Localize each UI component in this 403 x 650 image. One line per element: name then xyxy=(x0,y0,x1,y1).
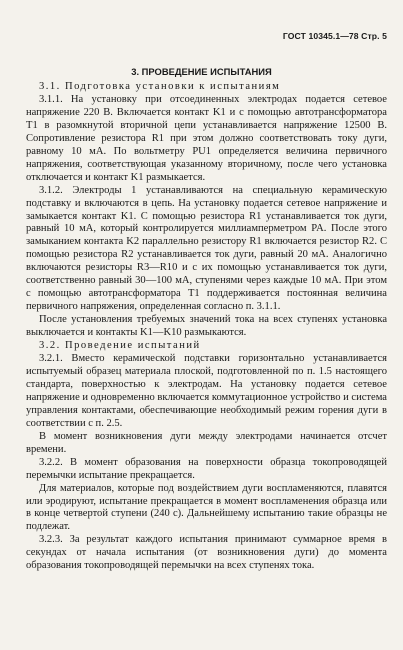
paragraph-time-start: В момент возникновения дуги между электродами начинается отсчет времени. xyxy=(26,430,387,455)
paragraph-3-2-3: 3.2.3. За результат каждого испытания принимают суммарное время в секундах от начала испытания (от возникновения дуги) до момента образования токопроводящей перемычки на всех ступенях тока. xyxy=(26,534,387,572)
paragraph-flammable-materials: Для материалов, которые под воздействием дуги воспламеняются, плавятся или эродируют, испытание прекращается в момент воспламенения образца или в конце четвертой ступени (240 с). Дальнейшему испытанию такие образцы не подлежат. xyxy=(26,482,387,533)
paragraph-3-2-2: 3.2.2. В момент образования на поверхности образца токопроводящей перемычки испытание прекращается. xyxy=(26,456,387,481)
paragraph-3-2-1: 3.2.1. Вместо керамической подставки горизонтально устанавливается испытуемый образец материала плоской, подготовленной по п. 1.5 настоящего стандарта, поверхностью к электродам. На установку подается сетевое напряжение и одновременно включается коммутационное устройство и система управления контактами, обеспечивающие необходимый режим горения дуги в соответствии с п. 2.5. xyxy=(26,353,387,429)
paragraph-3-1-1: 3.1.1. На установку при отсоединенных электродах подается сетевое напряжение 220 В. Включается контакт K1 и с помощью автотрансформатора T1 в разомкнутой вторичной цепи устанавливается напряжение 12500 В. Сопротивление резистора R1 при этом должно соответствовать току дуги, равному 10 мА. По вольтметру PU1 определяется величина первичного напряжения, соответствующая указанному вторичному, после чего установка отключается и контакт K1 размыкается. xyxy=(26,93,387,183)
paragraph-after-setup: После установления требуемых значений тока на всех ступенях установка выключается и контакты K1—K10 размыкаются. xyxy=(26,314,387,339)
paragraph-3-1-2: 3.1.2. Электроды 1 устанавливаются на специальную керамическую подставку и включаются в цепь. На установку подается сетевое напряжение и замыкается контакт K1. С помощью резистора R1 устанавливается ток дуги, равный 10 мА, который контролируется миллиамперметром PA. После этого замыканием контакта K2 параллельно резистору R1 включается резистор R2. С помощью резистора R2 устанавливается ток дуги, равный 20 мА. Аналогично включаются резисторы R3—R10 и с их помощью устанавливается ток дуги, соответственно равный 30—100 мА, ступенями через каждые 10 мА. При этом с помощью автотрансформатора T1 поддерживается постоянная величина первичного напряжения, определенная согласно п. 3.1.1. xyxy=(26,184,387,313)
subsection-heading-3-2: 3.2. Проведение испытаний xyxy=(39,340,201,352)
page-header: ГОСТ 10345.1—78 Стр. 5 xyxy=(282,31,387,41)
section-title: 3. ПРОВЕДЕНИЕ ИСПЫТАНИЯ xyxy=(131,66,272,77)
subsection-heading-3-1: 3.1. Подготовка установки к испытаниям xyxy=(39,81,281,92)
document-body xyxy=(26,81,387,573)
